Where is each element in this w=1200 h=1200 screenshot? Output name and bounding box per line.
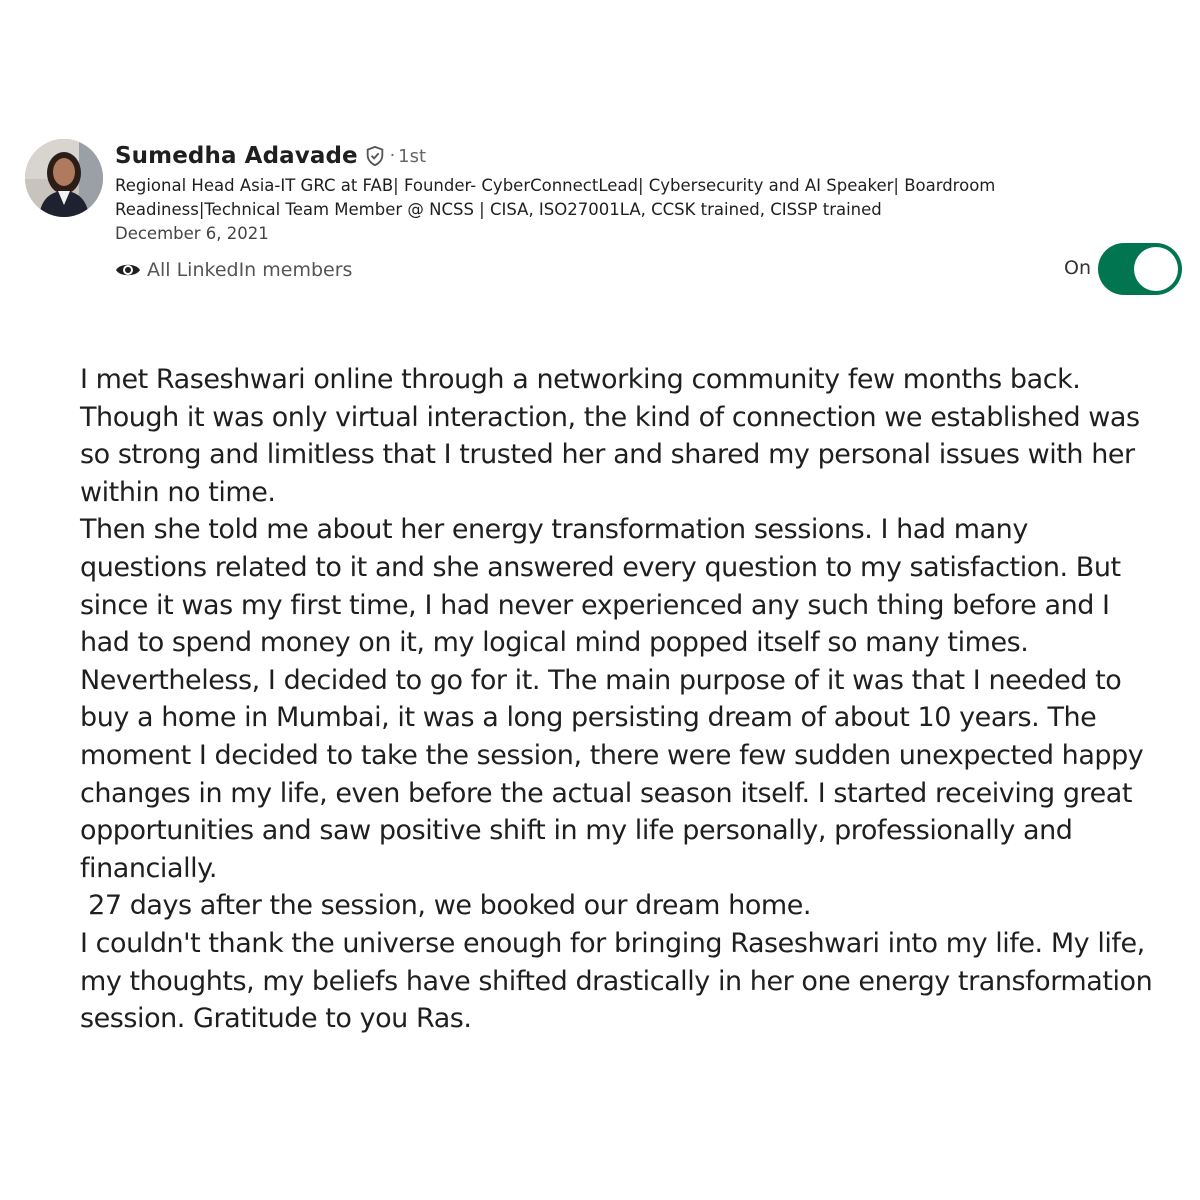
author-name-row <box>115 140 1055 172</box>
verified-shield-icon[interactable] <box>364 145 386 167</box>
visibility-label: All LinkedIn members <box>147 259 353 281</box>
visibility-setting[interactable] <box>115 256 352 284</box>
post-date: December 6, 2021 <box>115 224 269 243</box>
post-header <box>115 140 1055 246</box>
connection-degree: 1st <box>398 145 427 167</box>
profile-photo <box>25 139 103 217</box>
author-headline: Regional Head Asia-IT GRC at FAB| Founder- CyberConnectLead| Cybersecurity and AI Speaker| Boardroom Readiness|Technical Team Member @ NCSS | CISA, ISO27001LA, CCSK trained, CISSP trained <box>115 176 996 219</box>
degree-separator: · <box>389 146 396 166</box>
toggle-knob <box>1134 247 1178 291</box>
author-name[interactable]: Sumedha Adavade <box>115 143 358 169</box>
post-body: I met Raseshwari online through a networking community few months back. Though it was only virtual interaction, the kind of connection we established was so strong and limitless that I trusted her and shared my personal issues with her within no time. Then she told me about her energy transformation sessions. I had many questions related to it and she answered every question to my satisfaction. But since it was my first time, I had never experienced any such thing before and I had to spend money on it, my logical mind popped itself so many times. Nevertheless, I decided to go for it. The main purpose of it was that I needed to buy a home in Mumbai, it was a long persisting dream of about 10 years. The moment I decided to take the session, there were few sudden unexpected happy changes in my life, even before the actual season itself. I started receiving great opportunities and saw positive shift in my life personally, professionally and financially. 27 days after the session, we booked our dream home. I couldn't thank the universe enough for bringing Raseshwari into my life. My life, my thoughts, my beliefs have shifted drastically in her one energy transformation session. Gratitude to you Ras. <box>80 364 1153 1035</box>
avatar[interactable] <box>25 139 103 217</box>
toggle-label: On <box>1064 257 1091 279</box>
visibility-toggle[interactable] <box>1098 243 1182 295</box>
eye-icon <box>115 261 141 279</box>
